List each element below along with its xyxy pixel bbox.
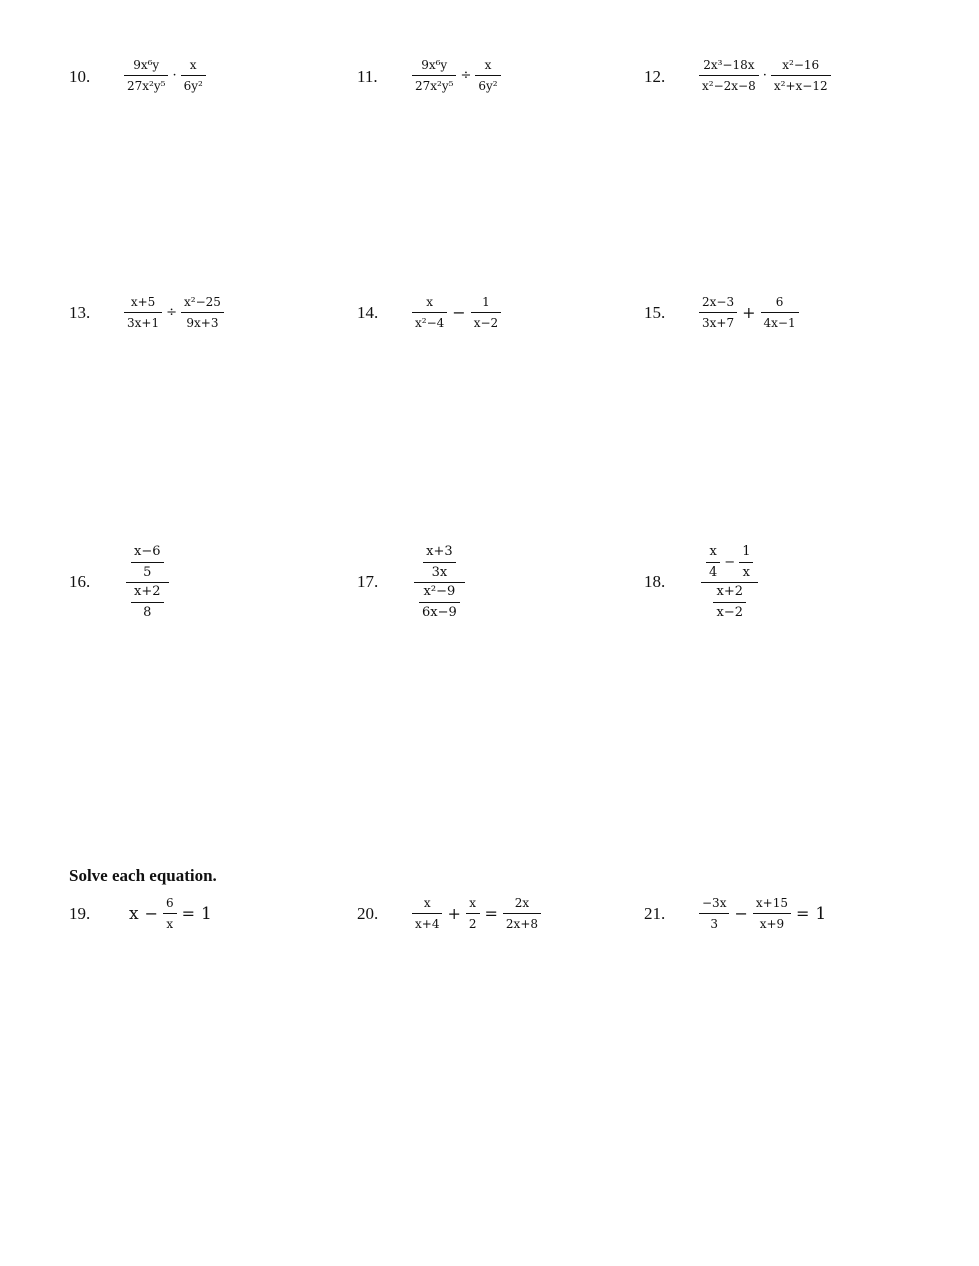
fraction-denominator: x+9 <box>759 917 785 931</box>
fraction-denominator: 2 <box>468 917 477 931</box>
fraction-numerator: x+2 <box>134 584 161 599</box>
section-heading: Solve each equation. <box>69 866 217 885</box>
fraction-numerator: x <box>189 58 197 72</box>
problem-11-expression <box>410 58 503 93</box>
fraction-denominator: x+4 <box>415 917 440 931</box>
fraction-denominator: x−2 <box>473 316 499 330</box>
operator: ÷ <box>460 67 472 83</box>
operator: − <box>724 554 736 570</box>
equation-21-number: 21. <box>644 904 666 923</box>
fraction-denominator: 27x²y⁵ <box>127 79 166 93</box>
fraction-numerator: x²−25 <box>184 295 221 309</box>
fraction-denominator: x²−2x−8 <box>702 79 756 93</box>
problem-17-number: 17. <box>357 572 379 591</box>
problem-13-expression <box>122 295 226 330</box>
equation-term: 1 <box>201 903 212 924</box>
fraction-numerator: 6 <box>775 295 784 309</box>
problem-15-expression <box>697 295 801 330</box>
fraction-numerator: 9x⁶y <box>421 58 448 72</box>
fraction-numerator: −3x <box>702 896 727 910</box>
fraction-denominator: 2x+8 <box>505 917 539 931</box>
equation-19-expression <box>126 896 215 931</box>
fraction-numerator: x+2 <box>716 584 743 599</box>
fraction-denominator: 4 <box>709 565 718 580</box>
equation-19-number: 19. <box>69 904 91 923</box>
fraction-numerator: 1 <box>742 544 751 559</box>
fraction-numerator: 6 <box>166 896 174 910</box>
fraction-denominator: 4x−1 <box>763 316 796 330</box>
fraction-denominator: 9x+3 <box>186 316 219 330</box>
fraction-denominator: 3 <box>710 917 719 931</box>
equals-sign: = <box>795 903 810 923</box>
operator: + <box>742 302 756 322</box>
fraction-denominator: x²−4 <box>415 316 445 330</box>
problem-16-expression <box>124 545 171 620</box>
fraction-numerator: x <box>469 896 477 910</box>
fraction-numerator: 2x³−18x <box>703 58 755 72</box>
fraction-numerator: x−6 <box>134 544 161 559</box>
equation-term: x <box>129 903 139 924</box>
fraction-numerator: x²−9 <box>423 584 456 599</box>
equation-term: 1 <box>815 903 827 924</box>
problem-14-number: 14. <box>357 303 379 322</box>
fraction-denominator: 6y² <box>183 79 203 93</box>
fraction-numerator: x²−16 <box>782 58 820 72</box>
problem-10-expression <box>122 58 208 93</box>
problem-10-number: 10. <box>69 67 91 86</box>
fraction-denominator: 3x <box>431 565 448 580</box>
operator: − <box>452 302 466 322</box>
problem-17-expression <box>412 545 467 620</box>
fraction-denominator: 3x+7 <box>702 316 735 330</box>
equals-sign: = <box>181 903 196 923</box>
fraction-numerator: 2x−3 <box>702 295 735 309</box>
fraction-numerator: 9x⁶y <box>133 58 160 72</box>
fraction-numerator: x+5 <box>130 295 156 309</box>
equation-20-expression <box>410 896 543 931</box>
problem-13-number: 13. <box>69 303 91 322</box>
fraction-numerator: x <box>484 58 492 72</box>
fraction-denominator: 6y² <box>478 79 498 93</box>
fraction-numerator: x+15 <box>755 896 788 910</box>
fraction-numerator: x <box>709 544 717 559</box>
operator: · <box>172 67 177 83</box>
fraction-denominator: 3x+1 <box>127 316 160 330</box>
operator: − <box>144 903 158 923</box>
problem-14-expression <box>410 295 503 330</box>
operator: · <box>762 67 767 83</box>
operator: − <box>734 903 748 923</box>
problem-12-expression <box>697 58 833 93</box>
problem-18-expression <box>699 545 760 620</box>
fraction-numerator: x+3 <box>426 544 453 559</box>
fraction-denominator: x²+x−12 <box>773 79 828 93</box>
fraction-numerator: 1 <box>482 295 490 309</box>
problem-18-number: 18. <box>644 572 666 591</box>
operator: + <box>447 903 461 923</box>
fraction-numerator: x <box>423 896 431 910</box>
fraction-denominator: 8 <box>143 605 152 620</box>
equation-21-expression <box>697 896 829 931</box>
problem-15-number: 15. <box>644 303 666 322</box>
operator: ÷ <box>166 304 177 320</box>
fraction-denominator: 6x−9 <box>422 605 457 620</box>
fraction-numerator: x <box>426 295 434 309</box>
fraction-denominator: 27x²y⁵ <box>415 79 454 93</box>
problem-16-number: 16. <box>69 572 91 591</box>
fraction-denominator: x−2 <box>716 605 743 620</box>
equals-sign: = <box>484 903 498 923</box>
fraction-denominator: 5 <box>143 565 152 580</box>
fraction-numerator: 2x <box>514 896 530 910</box>
fraction-denominator: x <box>742 565 750 580</box>
fraction-denominator: x <box>166 917 174 931</box>
problem-11-number: 11. <box>357 67 378 86</box>
problem-12-number: 12. <box>644 67 666 86</box>
equation-20-number: 20. <box>357 904 379 923</box>
